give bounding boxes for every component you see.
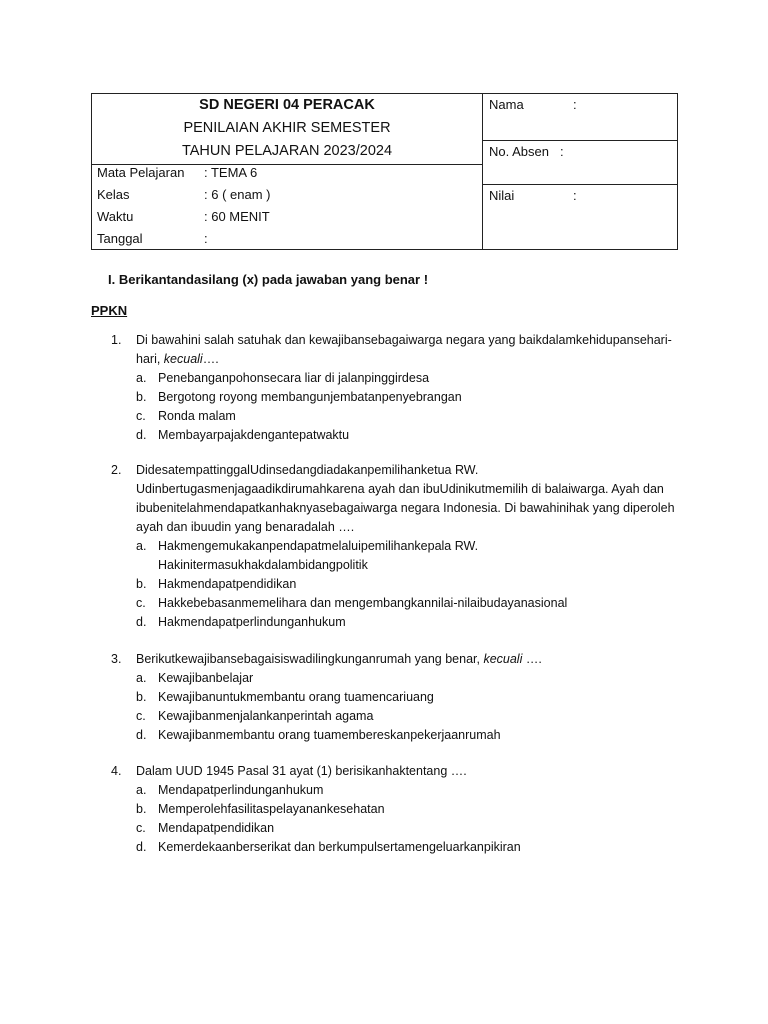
option-letter: a. [136, 371, 147, 385]
question-emphasis: kecuali [483, 652, 523, 666]
option-text: Membayarpajakdengantepatwaktu [158, 428, 350, 442]
answer-option-b[interactable] [136, 388, 681, 407]
option-text: Kewajibanmembantu orang tuamembereskanpekerjaanrumah [158, 728, 501, 742]
option-letter: b. [136, 577, 147, 591]
option-text: Kewajibanuntukmembantu orang tuamencariuang [158, 690, 434, 704]
answer-option-a[interactable] [136, 369, 681, 388]
name-label: Nama [489, 97, 524, 112]
answer-option-a[interactable] [136, 781, 681, 800]
question-tail: …. [202, 352, 219, 366]
option-letter: b. [136, 390, 147, 404]
answer-options [136, 537, 681, 632]
question-number: 3. [111, 652, 122, 666]
option-text: Bergotong royong membangunjembatanpenyebrangan [158, 390, 462, 404]
info-label: Tanggal [97, 231, 143, 246]
answer-options [136, 781, 681, 857]
info-label: Kelas [97, 187, 130, 202]
header-table [91, 93, 678, 250]
option-text: Hakmendapatpendidikan [158, 577, 297, 591]
answer-option-c[interactable] [136, 819, 681, 838]
question-1 [111, 331, 681, 445]
option-letter: c. [136, 821, 146, 835]
answer-option-d[interactable] [136, 838, 681, 857]
option-text: Kewajibanbelajar [158, 671, 254, 685]
info-value: : 60 MENIT [204, 209, 270, 224]
name-colon: : [573, 97, 577, 112]
info-value: : [204, 231, 208, 246]
option-letter: c. [136, 596, 146, 610]
answer-option-d[interactable] [136, 426, 681, 445]
answer-option-a[interactable] [136, 669, 681, 688]
option-text: Mendapatpendidikan [158, 821, 275, 835]
option-text: Hakkebebasanmemelihara dan mengembangkannilai-nilaibudayanasional [158, 596, 568, 610]
option-text: Penebanganpohonsecara liar di jalanpinggirdesa [158, 371, 430, 385]
score-label: Nilai [489, 188, 515, 203]
answer-option-c[interactable] [136, 594, 681, 613]
answer-option-c[interactable] [136, 407, 681, 426]
answer-option-b[interactable] [136, 800, 681, 819]
absence-number-colon: : [560, 144, 564, 159]
option-text: Hakmendapatperlindunganhukum [158, 615, 346, 629]
option-letter: d. [136, 428, 147, 442]
option-letter: b. [136, 802, 147, 816]
option-letter: a. [136, 783, 147, 797]
question-text [136, 762, 681, 781]
info-label: Mata Pelajaran [97, 165, 185, 180]
answer-options [136, 669, 681, 745]
table-divider-vertical [482, 94, 483, 249]
option-text: Memperolehfasilitaspelayanankesehatan [158, 802, 385, 816]
answer-option-d[interactable] [136, 613, 681, 632]
option-letter: c. [136, 409, 146, 423]
answer-option-b[interactable] [136, 575, 681, 594]
academic-year: TAHUN PELAJARAN 2023/2024 [181, 143, 393, 159]
question-text [136, 331, 681, 369]
option-text: Mendapatperlindunganhukum [158, 783, 324, 797]
option-letter: a. [136, 671, 147, 685]
answer-option-b[interactable] [136, 688, 681, 707]
question-tail: …. [522, 652, 542, 666]
option-text: Hakmengemukakanpendapatmelaluipemilihankepala RW. Hakinitermasukhakdalambidangpolitik [158, 539, 479, 572]
table-divider-right-1 [482, 140, 677, 141]
option-letter: b. [136, 690, 147, 704]
option-text: Kewajibanmenjalankanperintah agama [158, 709, 374, 723]
question-text [136, 650, 681, 669]
question-body: Dalam UUD 1945 Pasal 31 ayat (1) berisikanhaktentang …. [136, 764, 467, 778]
option-text: Kemerdekaanberserikat dan berkumpulsertamengeluarkanpikiran [158, 840, 521, 854]
info-value: : TEMA 6 [204, 165, 258, 180]
subject-heading: PPKN [91, 303, 128, 318]
table-divider-right-2 [482, 184, 677, 185]
question-4 [111, 762, 681, 857]
question-number: 4. [111, 764, 122, 778]
question-body: Berikutkewajibansebagaisiswadilingkunganrumah yang benar, [136, 652, 484, 666]
question-number: 1. [111, 333, 122, 347]
info-label: Waktu [97, 209, 134, 224]
answer-option-c[interactable] [136, 707, 681, 726]
info-value: : 6 ( enam ) [204, 187, 271, 202]
question-emphasis: kecuali [163, 352, 203, 366]
option-letter: d. [136, 728, 147, 742]
option-text: Ronda malam [158, 409, 236, 423]
question-2 [111, 461, 681, 632]
question-text [136, 461, 681, 537]
question-3 [111, 650, 681, 745]
exam-title: PENILAIAN AKHIR SEMESTER [183, 120, 391, 136]
answer-option-a[interactable] [136, 537, 681, 575]
answer-options [136, 369, 681, 445]
option-letter: a. [136, 539, 147, 553]
section-instruction: I. Berikantandasilang (x) pada jawaban yang benar ! [108, 272, 429, 287]
question-number: 2. [111, 463, 122, 477]
question-body: DidesatempattinggalUdinsedangdiadakanpemilihanketua RW. Udinbertugasmenjagaadikdirumahkarena ayah dan ibuUdinikutmemilih di balaiwarga. Ayah dan ibubenitelahmendapatkanhaknyasebagaiwarga negara Indonesia. Di bawahinihak yang diperoleh ayah dan ibuudin yang benaradalah …. [136, 463, 675, 534]
school-name: SD NEGERI 04 PERACAK [199, 97, 375, 113]
option-letter: d. [136, 615, 147, 629]
absence-number-label: No. Absen [489, 144, 549, 159]
option-letter: c. [136, 709, 146, 723]
answer-option-d[interactable] [136, 726, 681, 745]
score-colon: : [573, 188, 577, 203]
question-body: Di bawahini salah satuhak dan kewajibansebagaiwarga negara yang baikdalamkehidupansehari-hari, [136, 333, 672, 366]
option-letter: d. [136, 840, 147, 854]
